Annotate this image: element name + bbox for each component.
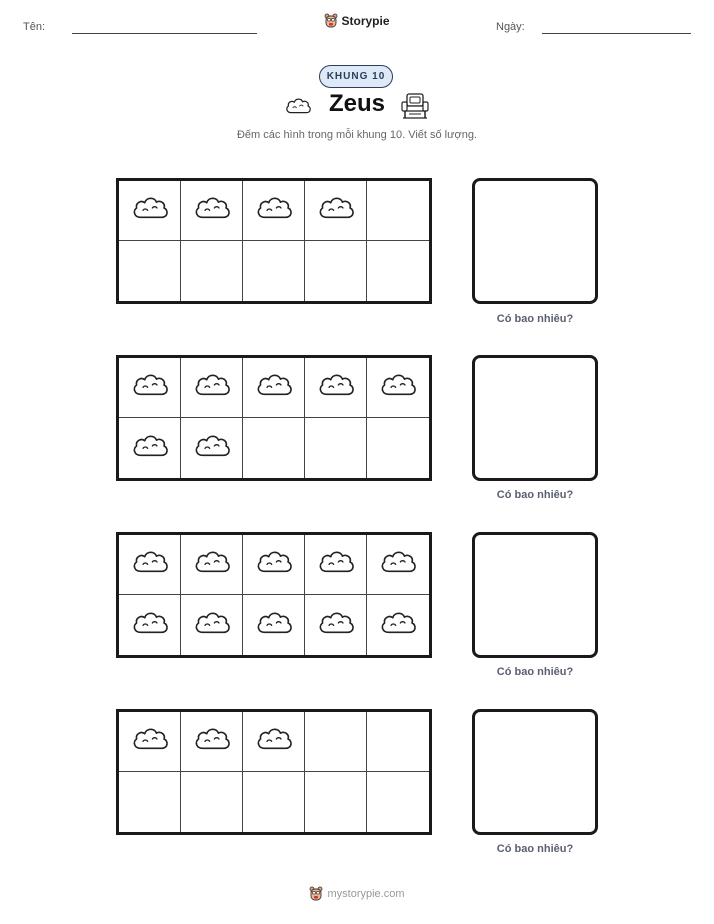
cloud-icon	[191, 192, 233, 229]
cloud-icon	[191, 723, 233, 760]
frame-cell	[243, 535, 305, 595]
cloud-icon	[129, 430, 171, 467]
question-label-2: Có bao nhiêu?	[496, 489, 574, 501]
frame-cell	[243, 712, 305, 772]
frame-cell	[181, 418, 243, 478]
frame-cell	[305, 418, 367, 478]
cloud-icon	[253, 369, 295, 406]
cloud-icon	[129, 192, 171, 229]
ten-frame-2	[116, 355, 432, 481]
cloud-icon	[129, 607, 171, 644]
storypie-mascot-icon	[324, 13, 338, 29]
cloud-icon	[377, 546, 419, 583]
frame-cell	[243, 241, 305, 301]
frame-cell	[181, 241, 243, 301]
frame-cell	[119, 181, 181, 241]
cloud-icon	[129, 723, 171, 760]
frame-cell	[181, 712, 243, 772]
frame-cell	[305, 358, 367, 418]
answer-box-4[interactable]	[472, 709, 598, 835]
frame-cell	[367, 712, 429, 772]
throne-icon	[400, 92, 430, 120]
frame-cell	[305, 595, 367, 655]
frame-cell	[305, 712, 367, 772]
frame-cell	[305, 535, 367, 595]
question-label-1: Có bao nhiêu?	[496, 313, 574, 325]
frame-cell	[243, 595, 305, 655]
brand-logo	[0, 13, 714, 29]
frame-cell	[367, 241, 429, 301]
frame-cell	[119, 535, 181, 595]
cloud-icon	[253, 192, 295, 229]
frame-cell	[119, 712, 181, 772]
frame-cell	[181, 772, 243, 832]
ten-frame-4	[116, 709, 432, 835]
cloud-icon	[377, 607, 419, 644]
frame-cell	[181, 181, 243, 241]
frame-cell	[367, 535, 429, 595]
ten-frame-3	[116, 532, 432, 658]
frame-cell	[119, 595, 181, 655]
frame-cell	[119, 418, 181, 478]
cloud-icon	[315, 546, 357, 583]
cloud-icon	[253, 546, 295, 583]
frame-cell	[305, 241, 367, 301]
answer-box-1[interactable]	[472, 178, 598, 304]
cloud-icon	[191, 369, 233, 406]
date-line[interactable]	[542, 33, 691, 34]
ten-frame-1	[116, 178, 432, 304]
footer	[0, 886, 714, 902]
frame-cell	[367, 181, 429, 241]
cloud-icon	[191, 546, 233, 583]
frame-cell	[243, 772, 305, 832]
cloud-icon	[315, 192, 357, 229]
answer-box-3[interactable]	[472, 532, 598, 658]
cloud-icon	[129, 369, 171, 406]
frame-cell	[305, 181, 367, 241]
cloud-icon	[315, 607, 357, 644]
frame-cell	[243, 358, 305, 418]
frame-cell	[367, 418, 429, 478]
name-label: Tên:	[23, 21, 46, 33]
frame-cell	[367, 772, 429, 832]
name-line[interactable]	[72, 33, 257, 34]
cloud-icon	[253, 723, 295, 760]
frame-type-badge: KHUNG 10	[319, 65, 393, 88]
cloud-icon	[253, 607, 295, 644]
cloud-icon	[191, 607, 233, 644]
frame-cell	[243, 181, 305, 241]
frame-cell	[181, 595, 243, 655]
frame-cell	[119, 358, 181, 418]
cloud-icon	[129, 546, 171, 583]
question-label-3: Có bao nhiêu?	[496, 666, 574, 678]
frame-cell	[243, 418, 305, 478]
answer-box-2[interactable]	[472, 355, 598, 481]
storypie-mascot-icon	[309, 886, 323, 902]
brand-name: Storypie	[341, 14, 390, 28]
footer-url: mystorypie.com	[327, 888, 405, 900]
date-label: Ngày:	[496, 21, 525, 33]
frame-cell	[119, 241, 181, 301]
frame-cell	[181, 358, 243, 418]
frame-cell	[181, 535, 243, 595]
frame-cell	[367, 595, 429, 655]
cloud-icon	[191, 430, 233, 467]
frame-cell	[119, 772, 181, 832]
instructions: Đếm các hình trong mỗi khung 10. Viết số lượng.	[236, 129, 477, 141]
frame-cell	[305, 772, 367, 832]
frame-cell	[367, 358, 429, 418]
worksheet-title: Zeus	[328, 90, 385, 117]
question-label-4: Có bao nhiêu?	[496, 843, 574, 855]
cloud-icon	[315, 369, 357, 406]
cloud-icon	[377, 369, 419, 406]
